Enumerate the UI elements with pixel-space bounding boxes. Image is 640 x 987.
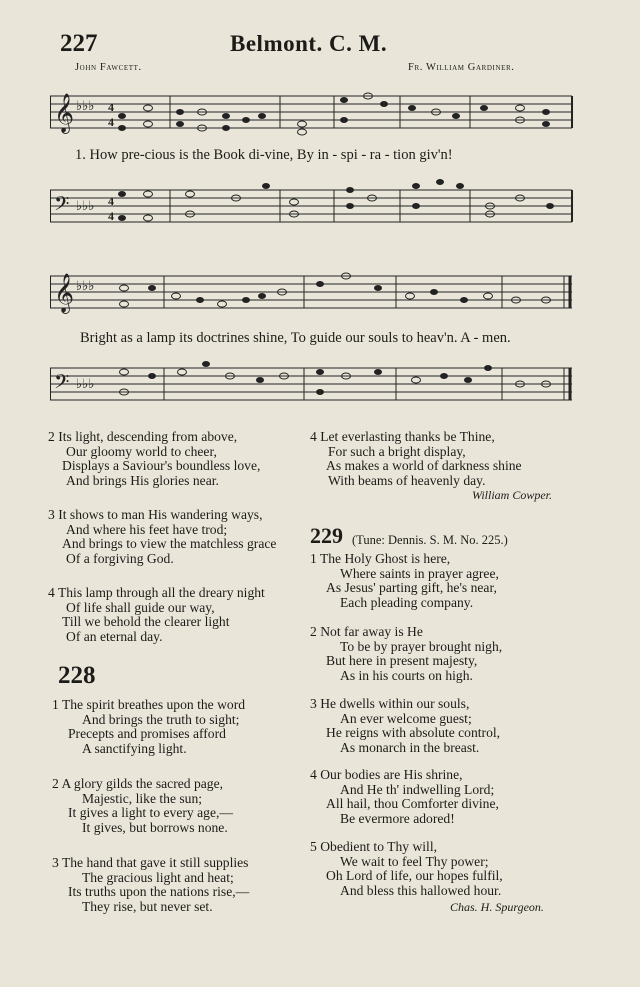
verse-line: He reigns with absolute control, — [326, 725, 501, 741]
verse-line: It gives a light to every age,— — [68, 805, 233, 821]
verse-line: To be by prayer brought nigh, — [340, 638, 503, 654]
svg-text:♭♭♭: ♭♭♭ — [76, 377, 95, 392]
hymn-229-tune: (Tune: Dennis. S. M. No. 225.) — [352, 533, 508, 547]
verse-line: Be evermore adored! — [340, 810, 455, 826]
svg-text:♭♭♭: ♭♭♭ — [76, 279, 95, 294]
verse-line: Precepts and promises afford — [68, 726, 226, 742]
hymn-227-music-credit: Fr. William Gardiner. — [408, 62, 515, 73]
verse-line: As makes a world of darkness shine — [326, 458, 522, 474]
verse-line: Each pleading company. — [340, 594, 474, 610]
verse-line: We wait to feel Thy power; — [340, 853, 489, 869]
verse-line: Oh Lord of life, our hopes fulfil, — [326, 868, 503, 884]
hymn-227-verse-2 — [48, 430, 260, 488]
verse-line: As Jesus' parting gift, he's near, — [326, 580, 497, 596]
system-1-bass-staff — [50, 178, 575, 238]
verse-line: But here in present majesty, — [326, 653, 478, 669]
verse-line: 4 This lamp through all the dreary night — [48, 585, 265, 600]
verse-line: An ever welcome guest; — [340, 710, 472, 726]
system-2-lyric: Bright as a lamp its doctrines shine, To guide our souls to heav'n. A - men. — [80, 330, 511, 346]
verse-line: The gracious light and heat; — [82, 869, 234, 885]
verse-line: All hail, thou Comforter divine, — [326, 796, 499, 812]
verse-line: For such a bright display, — [328, 443, 466, 459]
system-1-treble-staff — [50, 92, 575, 138]
verse-line: Displays a Saviour's boundless love, — [62, 458, 261, 474]
svg-text:♭♭♭: ♭♭♭ — [76, 99, 95, 114]
verse-line: 2 A glory gilds the sacred page, — [52, 776, 224, 791]
verse-line: 1 The spirit breathes upon the word — [52, 697, 246, 712]
hymn-227-attribution: William Cowper. — [472, 488, 553, 502]
hymn-228-verse-1 — [52, 698, 245, 756]
hymn-229-verse-3 — [310, 697, 500, 755]
hymn-227-words-credit: John Fawcett. — [75, 62, 142, 73]
verse-line: Its truths upon the nations rise,— — [68, 884, 250, 900]
verse-line: Till we behold the clearer light — [62, 614, 230, 630]
verse-line: And where his feet have trod; — [66, 521, 228, 537]
svg-text:4: 4 — [108, 115, 114, 129]
verse-line: 4 Let everlasting thanks be Thine, — [310, 429, 495, 444]
verse-line: A sanctifying light. — [82, 740, 187, 756]
verse-line: Of a forgiving God. — [66, 550, 174, 566]
svg-text:4: 4 — [108, 194, 114, 208]
verse-line: 3 It shows to man His wandering ways, — [48, 507, 263, 522]
verse-line: And brings to view the matchless grace — [62, 536, 277, 552]
verse-line: 4 Our bodies are His shrine, — [310, 767, 463, 782]
hymn-227-title: Belmont. C. M. — [230, 31, 388, 56]
svg-text:𝄞: 𝄞 — [54, 93, 75, 133]
verse-line: Our gloomy world to cheer, — [66, 443, 217, 459]
hymn-229-verse-4 — [310, 768, 499, 826]
hymn-229-number: 229 — [310, 523, 343, 548]
verse-line: As in his courts on high. — [340, 667, 473, 683]
verse-line: Majestic, like the sun; — [82, 790, 203, 806]
hymn-227-verse-final — [310, 430, 522, 488]
verse-line: 3 He dwells within our souls, — [310, 696, 470, 711]
system-2-treble-staff — [50, 272, 575, 318]
verse-line: It gives, but borrows none. — [82, 819, 228, 835]
hymn-229-verse-5 — [310, 840, 503, 898]
hymn-227-verse-3 — [48, 508, 276, 566]
svg-text:♭♭♭: ♭♭♭ — [76, 199, 95, 214]
hymn-228-number: 228 — [58, 662, 96, 689]
hymn-228-verse-3 — [52, 856, 249, 914]
hymn-229-attribution: Chas. H. Spurgeon. — [450, 900, 544, 914]
svg-text:𝄞: 𝄞 — [54, 273, 75, 313]
svg-text:4: 4 — [108, 100, 114, 114]
verse-line: Of an eternal day. — [66, 628, 163, 644]
svg-text:4: 4 — [108, 209, 114, 223]
verse-line: And bless this hallowed hour. — [340, 882, 502, 898]
system-2-bass-staff — [50, 356, 575, 416]
hymn-227-number: 227 — [60, 30, 98, 57]
svg-text:𝄢: 𝄢 — [54, 370, 70, 398]
verse-line: Of life shall guide our way, — [66, 599, 215, 615]
verse-line: And He th' indwelling Lord; — [340, 781, 495, 797]
verse-line: Where saints in prayer agree, — [340, 565, 499, 581]
system-1-lyric: 1. How pre-cious is the Book di-vine, By in - spi - ra - tion giv'n! — [75, 147, 453, 163]
verse-line: They rise, but never set. — [82, 898, 213, 914]
svg-text:𝄢: 𝄢 — [54, 192, 70, 220]
hymn-227-verse-4 — [48, 586, 265, 644]
verse-line: 5 Obedient to Thy will, — [310, 839, 437, 854]
verse-line: And brings His glories near. — [66, 472, 219, 488]
hymn-228-verse-2 — [52, 777, 233, 835]
verse-line: And brings the truth to sight; — [82, 711, 240, 727]
hymn-229-verse-1 — [310, 552, 499, 610]
verse-line: As monarch in the breast. — [340, 739, 480, 755]
hymn-229-verse-2 — [310, 625, 502, 683]
verse-line: 1 The Holy Ghost is here, — [310, 551, 451, 566]
verse-line: 3 The hand that gave it still supplies — [52, 855, 249, 870]
verse-line: 2 Not far away is He — [310, 624, 423, 639]
verse-line: With beams of heavenly day. — [328, 472, 486, 488]
verse-line: 2 Its light, descending from above, — [48, 429, 238, 444]
